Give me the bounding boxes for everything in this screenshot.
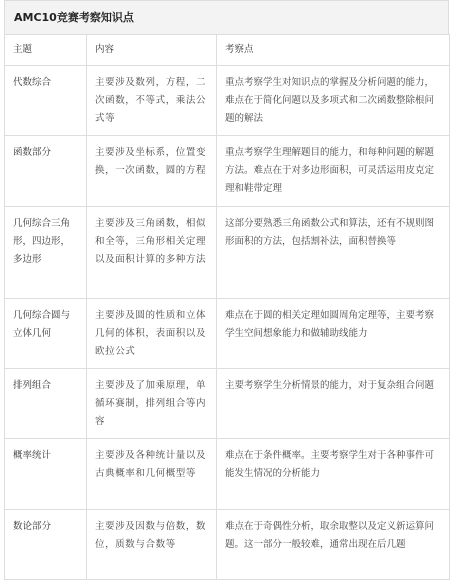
knowledge-table: [4, 34, 450, 580]
cell-topic: 概率统计: [5, 439, 87, 510]
cell-topic: 几何综合三角形，四边形，多边形: [5, 207, 87, 299]
table-row: [5, 136, 450, 207]
header-focus: 考察点: [217, 35, 450, 66]
cell-content: 主要涉及各种统计量以及古典概率和几何概型等: [87, 439, 217, 510]
cell-content: 主要涉及圆的性质和立体几何的体积，表面积以及欧拉公式: [87, 299, 217, 369]
cell-content: 主要涉及三角函数，相似和全等，三角形相关定理以及面积计算的多种方法: [87, 207, 217, 299]
cell-focus: 重点考察学生理解题目的能力，和每种问题的解题方法。难点在于对多边形面积，可灵活运用皮克定理和鞋带定理: [217, 136, 450, 207]
cell-topic: 函数部分: [5, 136, 87, 207]
header-row: [5, 35, 450, 66]
cell-topic: 排列组合: [5, 369, 87, 439]
cell-focus: 主要考察学生分析情景的能力，对于复杂组合问题: [217, 369, 450, 439]
table-row: [5, 299, 450, 369]
table-row: [5, 369, 450, 439]
header-topic: 主题: [5, 35, 87, 66]
table-title: AMC10竞赛考察知识点: [4, 0, 449, 34]
cell-topic: 几何综合圆与立体几何: [5, 299, 87, 369]
cell-focus: 难点在于圆的相关定理如圆周角定理等，主要考察学生空间想象能力和做辅助线能力: [217, 299, 450, 369]
cell-topic: 代数综合: [5, 66, 87, 136]
table-row: [5, 439, 450, 510]
header-content: 内容: [87, 35, 217, 66]
cell-topic: 数论部分: [5, 510, 87, 580]
cell-content: 主要涉及数列，方程，二次函数，不等式，乘法公式等: [87, 66, 217, 136]
cell-focus: 难点在于奇偶性分析，取余取整以及定义新运算问题。这一部分一般较难，通常出现在后几题: [217, 510, 450, 580]
cell-focus: 难点在于条件概率。主要考察学生对于各种事件可能发生情况的分析能力: [217, 439, 450, 510]
cell-focus: 这部分要熟悉三角函数公式和算法，还有不规则图形面积的方法，包括割补法，面积替换等: [217, 207, 450, 299]
table-row: [5, 207, 450, 299]
table-row: [5, 66, 450, 136]
cell-content: 主要涉及因数与倍数，数位，质数与合数等: [87, 510, 217, 580]
cell-content: 主要涉及坐标系，位置变换，一次函数，圆的方程: [87, 136, 217, 207]
cell-focus: 重点考察学生对知识点的掌握及分析问题的能力，难点在于简化问题以及多项式和二次函数整除根问题的解法: [217, 66, 450, 136]
cell-content: 主要涉及了加乘原理，单循环赛制，排列组合等内容: [87, 369, 217, 439]
table-row: [5, 510, 450, 580]
